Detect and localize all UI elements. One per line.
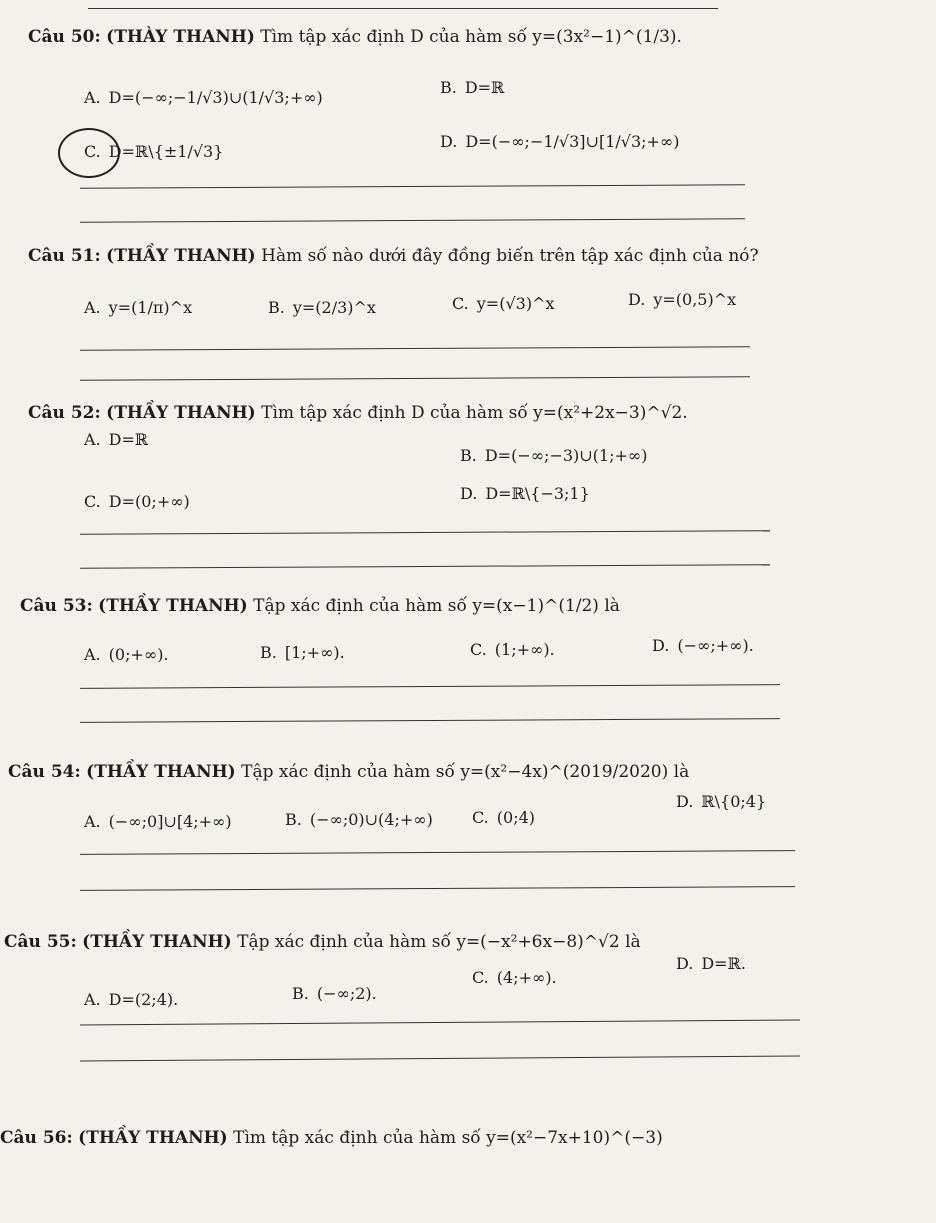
question-source: (THÀY THANH) (106, 27, 255, 47)
question-formula: y=(3x²−1)^(1/3). (532, 27, 682, 47)
question-formula: y=(x−1)^(1/2) là (472, 596, 620, 616)
option-text: y=(√3)^x (476, 294, 555, 313)
question-53 (20, 596, 620, 616)
option-text: [1;+∞). (284, 643, 345, 662)
question-source: (THẦY THANH) (98, 596, 248, 616)
option-letter: C. (452, 294, 469, 313)
option-d (628, 290, 736, 309)
question-source: (THẦY THANH) (106, 403, 256, 423)
option-letter: B. (268, 298, 285, 317)
option-text: (0;+∞). (108, 645, 169, 664)
option-letter: D. (676, 954, 694, 973)
question-formula: y=(x²−4x)^(2019/2020) là (460, 762, 690, 782)
option-letter: A. (84, 990, 101, 1009)
option-letter: B. (260, 643, 277, 662)
question-label: Câu 54: (8, 762, 81, 782)
option-c (452, 294, 555, 313)
question-text: Tìm tập xác định D của hàm số (260, 27, 527, 47)
option-text: ℝ\{0;4} (701, 792, 767, 811)
option-text: y=(0,5)^x (653, 290, 737, 309)
option-text: (−∞;0)∪(4;+∞) (309, 810, 433, 829)
question-50 (28, 27, 682, 47)
option-text: y=(1/π)^x (108, 298, 193, 317)
question-formula: y=(−x²+6x−8)^√2 là (456, 932, 641, 952)
question-formula: y=(x²+2x−3)^√2. (533, 403, 688, 423)
option-text: D=(2;4). (108, 990, 179, 1009)
answer-line (80, 684, 780, 689)
option-letter: A. (84, 430, 101, 449)
question-text: Tập xác định của hàm số (253, 596, 467, 616)
option-letter: C. (84, 492, 101, 511)
option-text: (1;+∞). (494, 640, 555, 659)
question-source: (THẦY THANH) (78, 1128, 228, 1148)
answer-line (80, 346, 750, 351)
option-d (652, 636, 754, 655)
option-d (676, 954, 746, 973)
option-letter: D. (628, 290, 646, 309)
question-label: Câu 55: (4, 932, 77, 952)
option-text: D=(0;+∞) (108, 492, 190, 511)
question-51 (28, 246, 759, 266)
option-letter: A. (84, 812, 101, 831)
option-text: (−∞;+∞). (677, 636, 754, 655)
answer-line (80, 886, 795, 891)
option-a (84, 812, 232, 831)
question-label: Câu 53: (20, 596, 93, 616)
answer-line (80, 530, 770, 535)
option-text: D=ℝ. (701, 954, 746, 973)
answer-line (80, 184, 745, 188)
option-c (84, 492, 190, 511)
question-text: Tập xác định của hàm số (241, 762, 455, 782)
question-56 (0, 1128, 663, 1148)
option-a (84, 88, 323, 107)
question-52 (28, 403, 688, 423)
option-a (84, 645, 169, 664)
option-text: D=(−∞;−1/√3)∪(1/√3;+∞) (108, 88, 323, 107)
question-label: Câu 52: (28, 403, 101, 423)
divider-line (88, 8, 718, 9)
question-text: Tìm tập xác định D của hàm số (261, 403, 528, 423)
question-55 (4, 932, 641, 952)
question-label: Câu 50: (28, 27, 101, 47)
option-text: D=ℝ (108, 430, 149, 449)
question-54 (8, 762, 689, 782)
option-letter: A. (84, 88, 101, 107)
option-letter: D. (676, 792, 694, 811)
answer-line (80, 564, 770, 569)
answer-line (80, 376, 750, 381)
option-b (440, 78, 504, 97)
option-a (84, 430, 148, 449)
option-b (260, 643, 345, 662)
question-label: Câu 56: (0, 1128, 73, 1148)
option-letter: C. (472, 968, 489, 987)
option-text: D=ℝ\{−3;1} (485, 484, 590, 503)
question-formula: y=(x²−7x+10)^(−3) (486, 1128, 663, 1148)
option-b (292, 984, 377, 1003)
option-letter: C. (472, 808, 489, 827)
option-letter: D. (440, 132, 458, 151)
option-text: D=(−∞;−3)∪(1;+∞) (484, 446, 648, 465)
option-c (472, 808, 535, 827)
option-text: D=ℝ (464, 78, 505, 97)
option-b (285, 810, 433, 829)
option-letter: D. (460, 484, 478, 503)
option-letter: C. (84, 142, 101, 161)
answer-line (80, 718, 780, 723)
answer-line (80, 1019, 800, 1025)
option-letter: A. (84, 645, 101, 664)
question-source: (THẦY THANH) (106, 246, 256, 266)
question-text: Tìm tập xác định của hàm số (233, 1128, 481, 1148)
option-b (460, 446, 647, 465)
question-source: (THẦY THANH) (82, 932, 232, 952)
option-text: (−∞;0]∪[4;+∞) (108, 812, 232, 831)
option-c (472, 968, 557, 987)
option-letter: D. (652, 636, 670, 655)
question-text: Hàm số nào dưới đây đồng biến trên tập xác định của nó? (261, 246, 759, 266)
option-a (84, 298, 192, 317)
option-letter: B. (440, 78, 457, 97)
option-letter: A. (84, 298, 101, 317)
option-text: (4;+∞). (496, 968, 557, 987)
option-letter: B. (285, 810, 302, 829)
option-text: y=(2/3)^x (292, 298, 376, 317)
option-text: D=ℝ\{±1/√3} (108, 142, 224, 161)
answer-line (80, 218, 745, 222)
option-letter: B. (460, 446, 477, 465)
question-source: (THẦY THANH) (86, 762, 236, 782)
option-text: (0;4) (496, 808, 535, 827)
option-text: D=(−∞;−1/√3]∪[1/√3;+∞) (465, 132, 680, 151)
option-text: (−∞;2). (316, 984, 377, 1003)
option-c (84, 142, 223, 161)
question-label: Câu 51: (28, 246, 101, 266)
option-b (268, 298, 376, 317)
answer-line (80, 850, 795, 855)
option-d (676, 792, 766, 811)
answer-line (80, 1055, 800, 1061)
option-letter: B. (292, 984, 309, 1003)
option-d (460, 484, 590, 503)
option-a (84, 990, 178, 1009)
option-c (470, 640, 555, 659)
question-text: Tập xác định của hàm số (237, 932, 451, 952)
option-d (440, 132, 680, 151)
option-letter: C. (470, 640, 487, 659)
